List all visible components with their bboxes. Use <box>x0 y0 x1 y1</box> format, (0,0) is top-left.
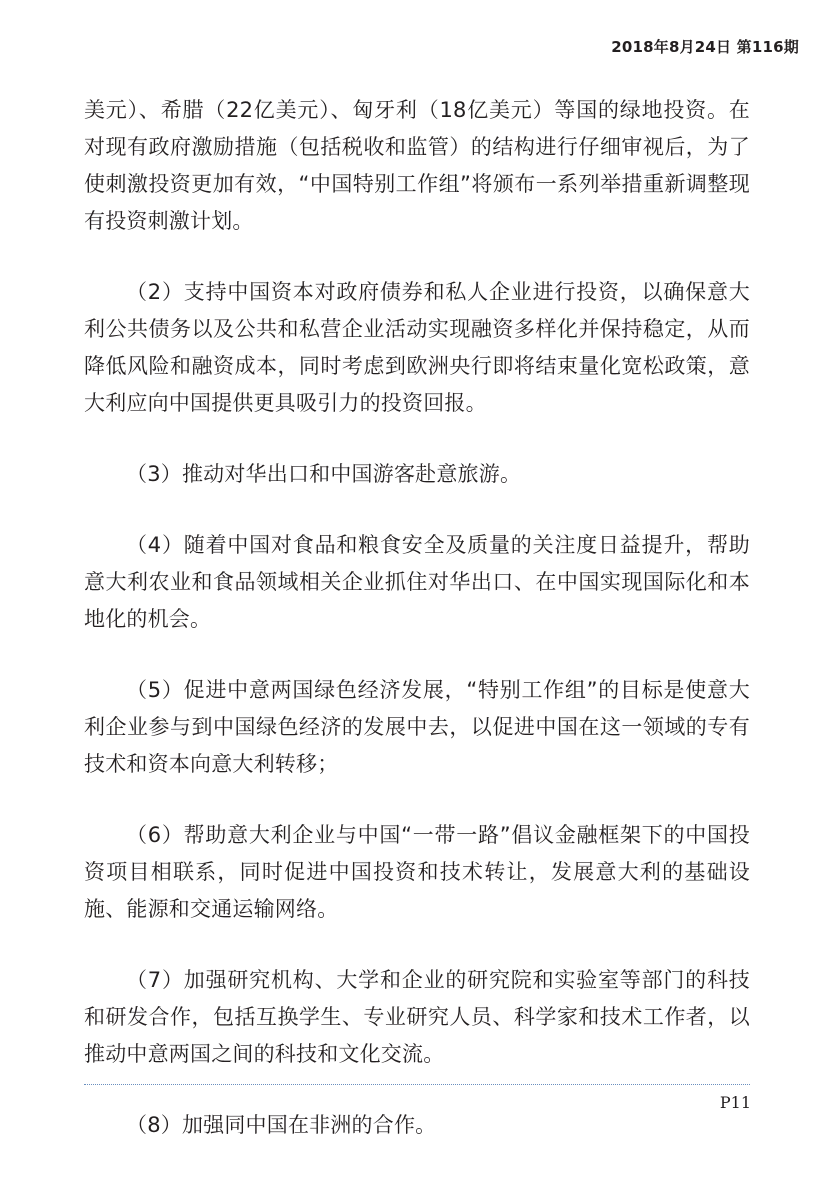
footer-divider <box>84 1084 750 1085</box>
page-number: P11 <box>719 1093 751 1112</box>
paragraph-item-7: （7）加强研究机构、大学和企业的研究院和实验室等部门的科技和研发合作，包括互换学生、专业研究人员、科学家和技术工作者，以推动中意两国之间的科技和文化交流。 <box>84 968 750 1066</box>
paragraph-continuation: 美元）、希腊（22亿美元）、匈牙利（18亿美元）等国的绿地投资。在对现有政府激励措施（包括税收和监管）的结构进行仔细审视后，为了使刺激投资更加有效，“中国特别工作组”将颁布一系列举措重新调整现有投资刺激计划。 <box>84 98 750 233</box>
document-body <box>84 92 750 1178</box>
paragraph-item-8: （8）加强同中国在非洲的合作。 <box>126 1113 437 1137</box>
paragraph-item-5: （5）促进中意两国绿色经济发展，“特别工作组”的目标是使意大利企业参与到中国绿色经济的发展中去，以促进中国在这一领域的专有技术和资本向意大利转移； <box>84 678 750 776</box>
paragraph-item-4: （4）随着中国对食品和粮食安全及质量的关注度日益提升，帮助意大利农业和食品领域相关企业抓住对华出口、在中国实现国际化和本地化的机会。 <box>84 533 750 631</box>
paragraph-item-3: （3）推动对华出口和中国游客赴意旅游。 <box>126 462 522 486</box>
paragraph-item-2: （2）支持中国资本对政府债券和私人企业进行投资，以确保意大利公共债务以及公共和私营企业活动实现融资多样化并保持稳定，从而降低风险和融资成本，同时考虑到欧洲央行即将结束量化宽松政策，意大利应向中国提供更具吸引力的投资回报。 <box>84 280 750 415</box>
paragraph-item-6: （6）帮助意大利企业与中国“一带一路”倡议金融框架下的中国投资项目相联系，同时促进中国投资和技术转让，发展意大利的基础设施、能源和交通运输网络。 <box>84 823 750 921</box>
issue-date-header: 2018年8月24日 第116期 <box>611 38 799 56</box>
